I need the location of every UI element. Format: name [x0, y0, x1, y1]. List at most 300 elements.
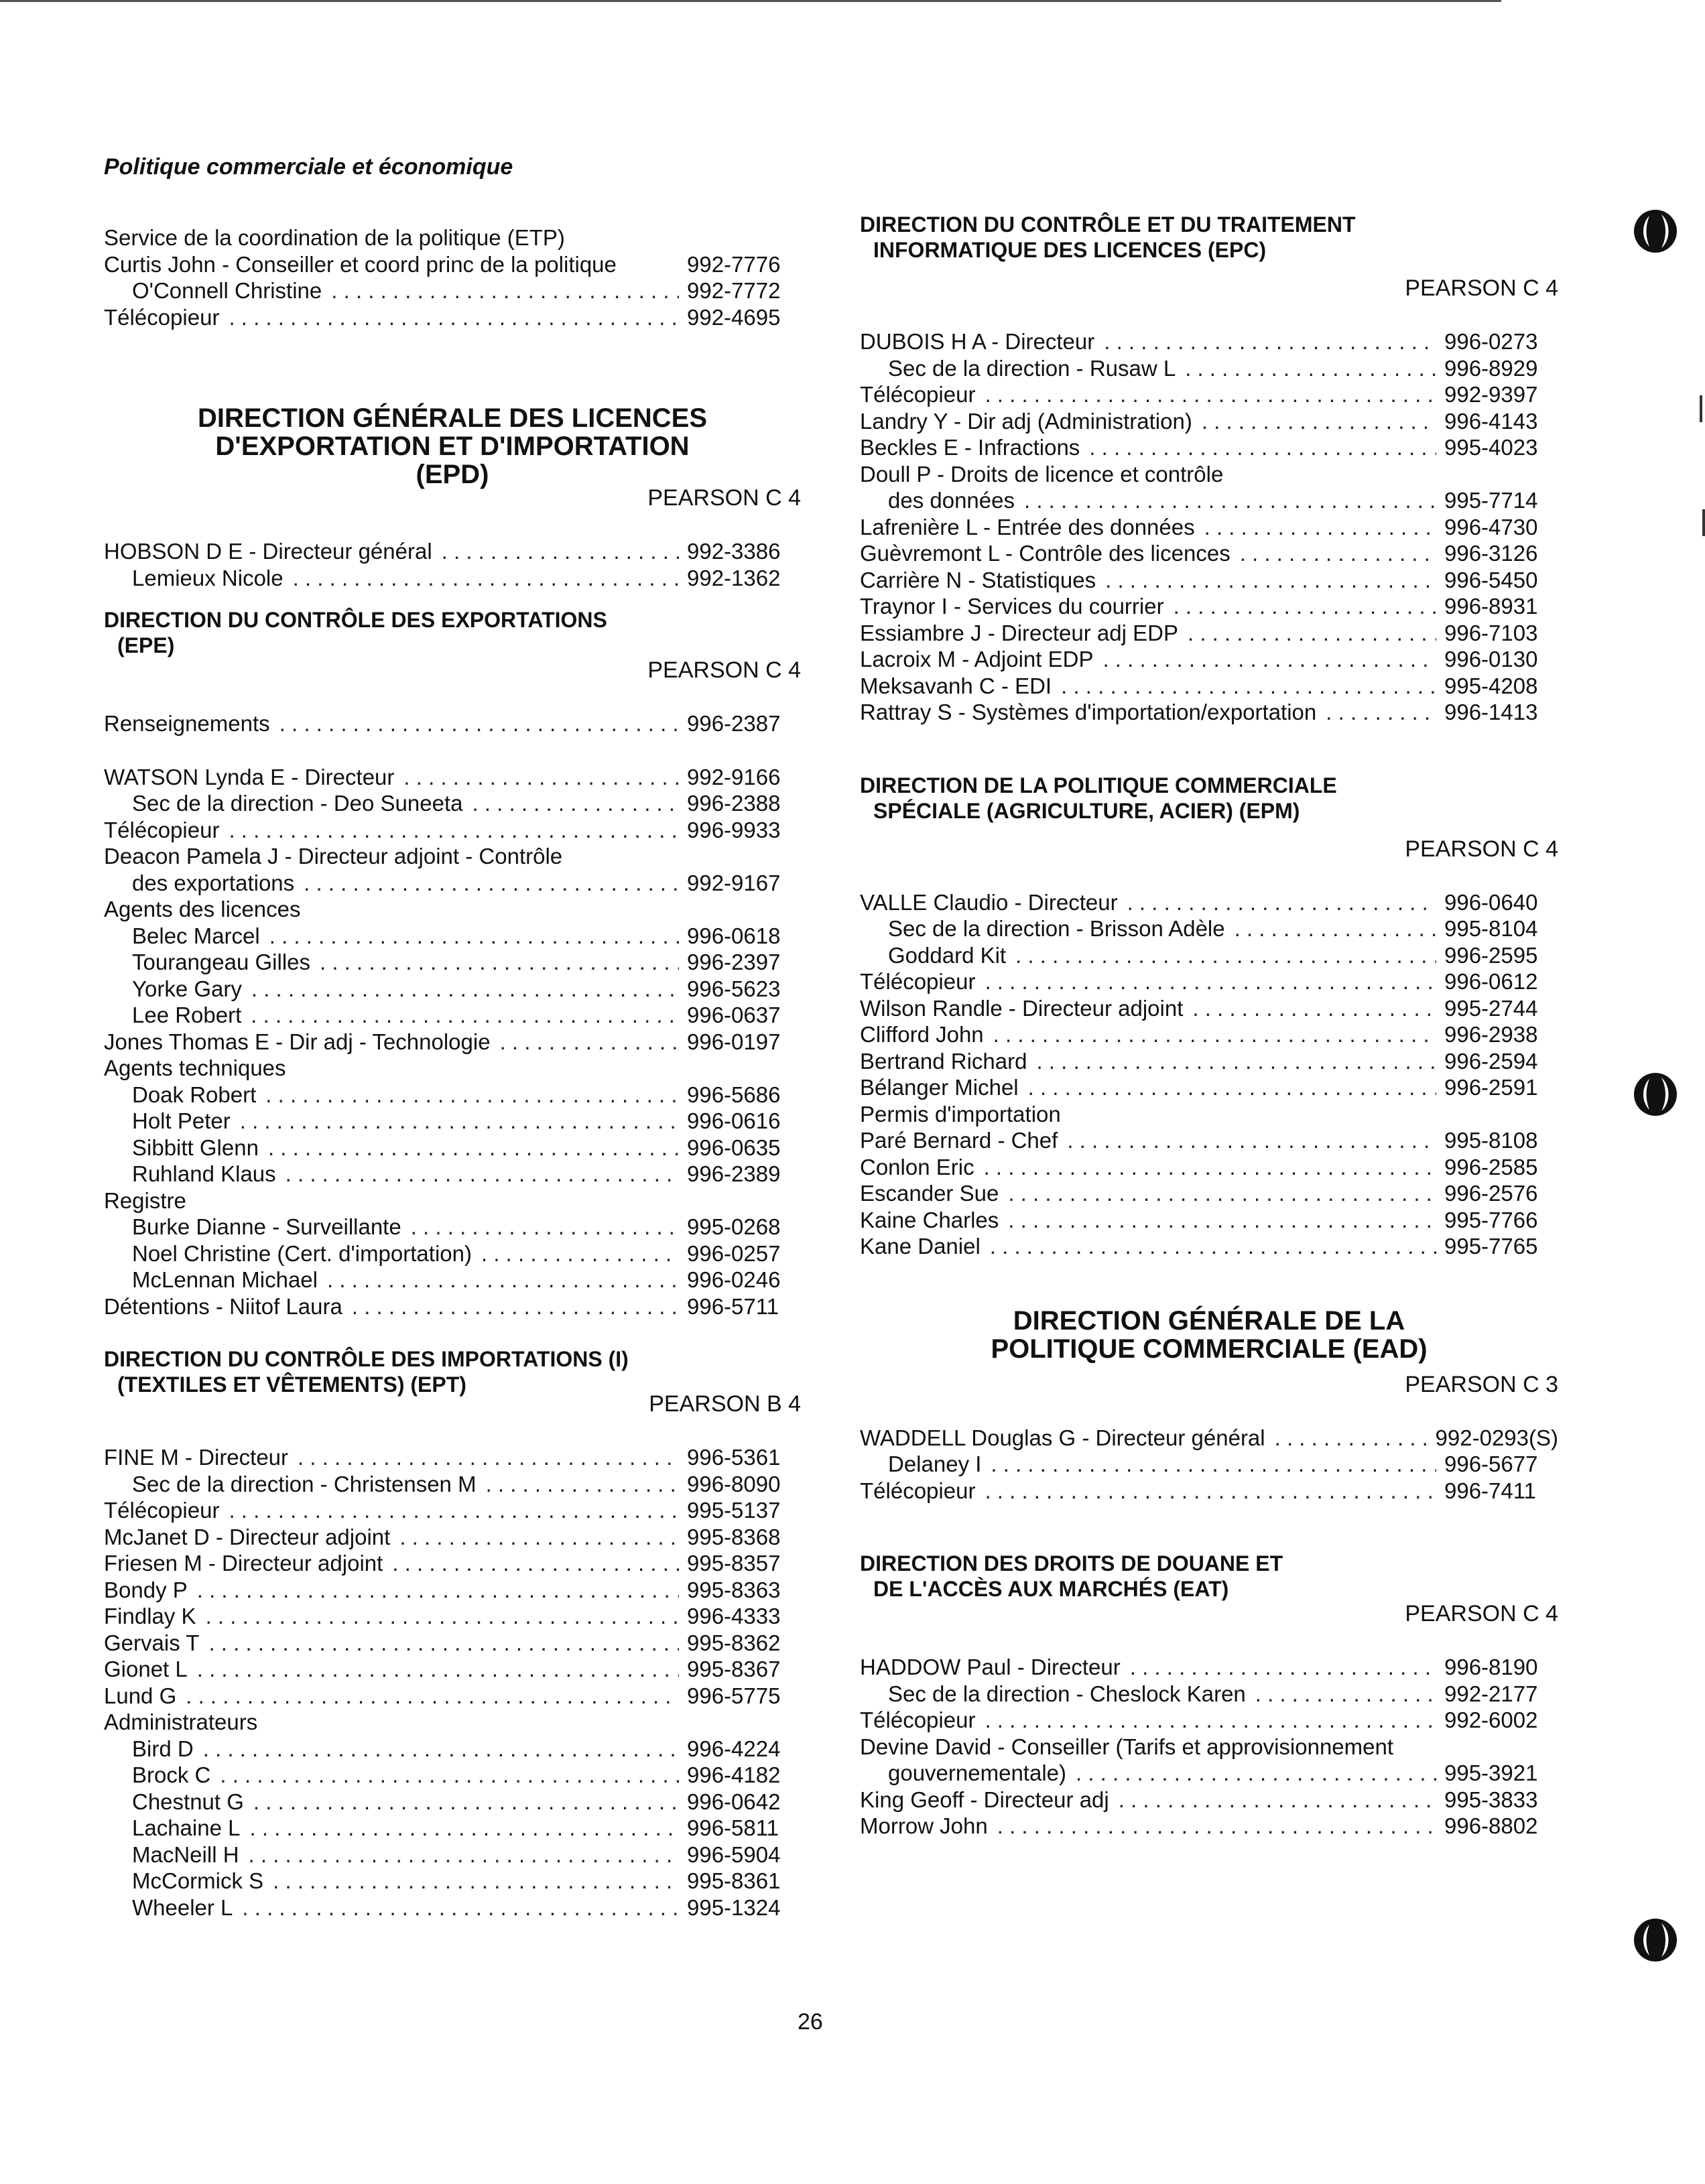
dot-leader — [203, 1736, 679, 1762]
entry-name: Permis d'importation — [860, 1101, 1061, 1127]
entry-name: Administrateurs — [104, 1710, 258, 1734]
epd-title-line-1: DIRECTION GÉNÉRALE DES LICENCES — [197, 403, 708, 433]
section-subtitle: Politique commerciale et économique — [104, 154, 513, 180]
list-item — [860, 1734, 1558, 1760]
entry-name: McCormick S — [132, 1868, 264, 1893]
entry-name: Chestnut G — [132, 1789, 244, 1814]
epc-title-line-2: INFORMATIQUE DES LICENCES (EPC) — [873, 238, 1267, 262]
entry-name: Jones Thomas E - Dir adj - Technologie — [104, 1029, 491, 1054]
entry-name: Sec de la direction - Cheslock Karen — [888, 1681, 1246, 1706]
entry-name: Registre — [104, 1187, 186, 1213]
dot-leader — [293, 565, 679, 592]
entry-phone: 996-0257 — [687, 1240, 781, 1266]
dot-leader — [206, 1603, 679, 1630]
entry-phone: 995-3833 — [1444, 1787, 1538, 1812]
epe-info-list — [104, 710, 801, 737]
entry-phone: 992-9167 — [687, 870, 781, 895]
epd-title-line-2: D'EXPORTATION ET D'IMPORTATION — [215, 432, 690, 461]
dot-leader — [985, 968, 1436, 995]
epm-location: PEARSON C 4 — [1405, 836, 1558, 862]
dot-leader — [186, 1683, 679, 1710]
entry-phone: 995-8108 — [1444, 1128, 1538, 1153]
entry-name: Tourangeau Gilles — [132, 950, 310, 974]
entry-phone: 996-2594 — [1444, 1048, 1538, 1074]
entry-phone: 996-0246 — [687, 1267, 781, 1292]
list-item — [104, 790, 801, 817]
list-item — [860, 1127, 1558, 1154]
epe-heading — [104, 607, 801, 684]
entry-phone: 996-0130 — [1444, 647, 1538, 671]
list-item — [860, 995, 1558, 1022]
entry-name: Doak Robert — [132, 1082, 257, 1107]
entry-phone: 996-5904 — [687, 1842, 781, 1867]
entry-name: Agents des licences — [104, 897, 301, 921]
epm-heading — [860, 773, 1558, 862]
list-item — [860, 1813, 1558, 1840]
epc-title-line-1: DIRECTION DU CONTRÔLE ET DU TRAITEMENT — [860, 212, 1356, 237]
entry-name: Friesen M - Directeur adjoint — [104, 1551, 383, 1576]
list-item — [860, 355, 1558, 382]
list-item — [860, 1787, 1558, 1813]
dot-leader — [265, 1082, 679, 1108]
dot-leader — [1076, 1760, 1436, 1787]
entry-name: Lafrenière L - Entrée des données — [860, 514, 1195, 539]
entry-phone: 996-0618 — [687, 923, 781, 948]
entry-name: WATSON Lynda E - Directeur — [104, 764, 395, 789]
entry-name: Morrow John — [860, 1813, 988, 1838]
entry-phone: 996-2595 — [1444, 942, 1538, 968]
entry-phone: 996-2388 — [687, 791, 781, 816]
entry-phone: 996-5686 — [687, 1082, 781, 1107]
dot-leader — [500, 1029, 679, 1055]
list-item — [104, 1161, 801, 1187]
entry-phone: 995-1324 — [687, 1894, 781, 1920]
list-item — [860, 968, 1558, 995]
entry-name: Télécopieur — [860, 1478, 976, 1503]
entry-phone: 995-8368 — [687, 1524, 781, 1549]
entry-name: Télécopieur — [860, 969, 976, 994]
dot-leader — [1008, 1180, 1436, 1207]
list-item — [104, 1842, 801, 1868]
entry-name: Détentions - Niitof Laura — [104, 1293, 342, 1319]
dot-leader — [1089, 434, 1436, 461]
entry-phone: 992-2177 — [1444, 1681, 1538, 1706]
entry-phone: 996-4143 — [1444, 408, 1538, 434]
entry-phone: 992-9397 — [1444, 382, 1538, 407]
dot-leader — [273, 1868, 679, 1894]
dot-leader — [331, 277, 679, 304]
entry-name: Sibbitt Glenn — [132, 1135, 259, 1160]
list-item — [104, 1577, 801, 1604]
entry-name: Doull P - Droits de licence et contrôle — [860, 461, 1224, 487]
entry-phone: 996-7103 — [1444, 620, 1538, 645]
list-item — [860, 1048, 1558, 1075]
dot-leader — [1127, 889, 1436, 916]
entry-phone: 996-8190 — [1444, 1655, 1538, 1679]
list-item — [860, 328, 1558, 355]
entry-name: Sec de la direction - Brisson Adèle — [888, 916, 1225, 941]
entry-name: HADDOW Paul - Directeur — [860, 1655, 1121, 1679]
dot-leader — [327, 1267, 679, 1293]
list-item — [104, 1135, 801, 1161]
ead-title-line-1: DIRECTION GÉNÉRALE DE LA — [1013, 1305, 1405, 1336]
list-item — [860, 540, 1558, 567]
entry-name: Rattray S - Systèmes d'importation/exportation — [860, 700, 1317, 724]
entry-name: Sec de la direction - Deo Suneeta — [132, 791, 463, 816]
entry-name: Télécopieur — [860, 382, 976, 407]
entry-phone: 996-0612 — [1444, 969, 1538, 994]
entry-phone: 995-5137 — [687, 1498, 781, 1523]
dot-leader — [442, 538, 679, 565]
entry-name: Ruhland Klaus — [132, 1161, 276, 1186]
entry-name: Clifford John — [860, 1022, 984, 1047]
eat-list — [860, 1654, 1558, 1840]
entry-name: Conlon Eric — [860, 1154, 974, 1179]
list-item — [860, 1681, 1558, 1708]
entry-phone: 995-8363 — [687, 1577, 781, 1602]
list-item — [104, 1762, 801, 1789]
entry-phone: 996-2387 — [687, 711, 781, 736]
entry-name: des exportations — [132, 870, 295, 895]
dot-leader — [197, 1577, 679, 1604]
list-item — [104, 1868, 801, 1894]
eat-location: PEARSON C 4 — [1405, 1601, 1558, 1626]
list-item — [104, 1894, 801, 1921]
epd-location: PEARSON C 4 — [647, 485, 801, 511]
dot-leader — [984, 1154, 1436, 1181]
entry-phone: 995-3921 — [1444, 1760, 1538, 1785]
list-item — [104, 1444, 801, 1471]
dot-leader — [249, 1815, 679, 1842]
dot-leader — [1326, 699, 1436, 726]
entry-phone: 995-0268 — [687, 1214, 781, 1239]
entry-name: Paré Bernard - Chef — [860, 1128, 1058, 1153]
entry-phone: 996-5811 — [687, 1815, 779, 1840]
list-item — [860, 1654, 1558, 1681]
list-item — [104, 896, 801, 923]
list-item — [104, 1055, 801, 1082]
list-item — [860, 1074, 1558, 1101]
dot-leader — [985, 1478, 1436, 1504]
dot-leader — [1275, 1425, 1428, 1452]
entry-phone: 995-8362 — [687, 1630, 781, 1655]
epe-list — [104, 764, 801, 1320]
list-item — [860, 1233, 1558, 1260]
list-item — [860, 673, 1558, 700]
entry-name: Lacroix M - Adjoint EDP — [860, 647, 1094, 671]
list-item — [104, 1709, 801, 1736]
list-item — [104, 277, 801, 304]
dot-leader — [1188, 620, 1436, 647]
list-item — [104, 251, 801, 278]
list-item — [860, 1021, 1558, 1048]
ept-location: PEARSON B 4 — [649, 1391, 801, 1417]
epe-title-line-2: (EPE) — [117, 633, 175, 657]
punch-hole-icon — [1632, 1071, 1679, 1118]
edge-mark — [1700, 395, 1702, 422]
list-item — [860, 942, 1558, 969]
epe-location: PEARSON C 4 — [647, 657, 801, 683]
dot-leader — [990, 1233, 1436, 1260]
entry-name: Devine David - Conseiller (Tarifs et approvisionnement — [860, 1734, 1394, 1759]
epe-title-line-1: DIRECTION DU CONTRÔLE DES EXPORTATIONS — [104, 608, 607, 632]
dot-leader — [1192, 995, 1436, 1022]
list-item — [860, 1451, 1558, 1478]
entry-name: Lemieux Nicole — [132, 565, 283, 590]
list-item — [104, 565, 801, 592]
dot-leader — [486, 1471, 679, 1498]
entry-phone: 995-4023 — [1444, 435, 1538, 460]
entry-phone: 996-5677 — [1444, 1452, 1538, 1476]
list-item — [104, 1240, 801, 1267]
dot-leader — [251, 1002, 679, 1029]
list-item — [860, 1207, 1558, 1234]
entry-name: Guèvremont L - Contrôle des licences — [860, 541, 1230, 566]
list-item — [860, 620, 1558, 647]
entry-name: Télécopieur — [104, 304, 220, 330]
dot-leader — [220, 1762, 679, 1789]
ead-title-line-2: POLITIQUE COMMERCIALE (EAD) — [991, 1334, 1428, 1364]
entry-name: Lachaine L — [132, 1815, 241, 1840]
entry-name: Noel Christine (Cert. d'importation) — [132, 1240, 472, 1266]
list-item — [104, 949, 801, 976]
ead-heading — [860, 1307, 1558, 1398]
dot-leader — [1061, 673, 1436, 700]
list-item — [104, 304, 801, 331]
dot-leader — [1119, 1787, 1436, 1813]
entry-name: Carrière N - Statistiques — [860, 567, 1096, 592]
entry-phone: 995-8104 — [1444, 916, 1538, 941]
dot-leader — [352, 1293, 679, 1320]
entry-name: HOBSON D E - Directeur général — [104, 539, 432, 564]
list-item — [860, 1101, 1558, 1128]
list-item — [104, 764, 801, 791]
entry-phone: 992-3386 — [687, 539, 781, 564]
entry-name: Landry Y - Dir adj (Administration) — [860, 408, 1192, 434]
list-item — [860, 514, 1558, 541]
dot-leader — [268, 1135, 679, 1161]
entry-name: Gionet L — [104, 1657, 188, 1681]
epd-list — [104, 538, 801, 591]
entry-phone: 995-2744 — [1444, 995, 1538, 1021]
dot-leader — [985, 381, 1436, 408]
list-item — [860, 1180, 1558, 1207]
list-item — [860, 567, 1558, 594]
dot-leader — [208, 1630, 679, 1657]
entry-phone: 996-2938 — [1444, 1022, 1538, 1047]
epd-title-line-3: (EPD) — [416, 460, 489, 489]
dot-leader — [1104, 328, 1436, 355]
dot-leader — [1185, 355, 1436, 382]
entry-phone: 996-0273 — [1444, 329, 1538, 354]
dot-leader — [392, 1550, 679, 1577]
list-item — [104, 1524, 801, 1551]
list-item — [860, 889, 1558, 916]
list-item — [860, 408, 1558, 435]
entry-name: Télécopieur — [104, 1498, 220, 1523]
epc-list — [860, 328, 1558, 726]
punch-hole-icon — [1632, 208, 1679, 255]
list-item — [104, 1029, 801, 1055]
entry-name: VALLE Claudio - Directeur — [860, 889, 1118, 915]
entry-name: Beckles E - Infractions — [860, 435, 1080, 460]
entry-phone: 996-4224 — [687, 1736, 781, 1761]
dot-leader — [1130, 1654, 1436, 1681]
list-item — [104, 1497, 801, 1524]
entry-name: Burke Dianne - Surveillante — [132, 1214, 401, 1239]
entry-name: King Geoff - Directeur adj — [860, 1787, 1109, 1812]
list-item — [860, 1760, 1558, 1787]
list-item — [104, 1815, 801, 1842]
list-item — [860, 1707, 1558, 1734]
entry-name: Curtis John - Conseiller et coord princ de la politique — [104, 251, 617, 277]
etp-list — [104, 224, 801, 330]
list-item — [860, 487, 1558, 514]
entry-phone: 992-7772 — [687, 278, 781, 303]
dot-leader — [481, 1240, 679, 1267]
epm-title-line-1: DIRECTION DE LA POLITIQUE COMMERCIALE — [860, 773, 1337, 797]
entry-phone: 996-2389 — [687, 1161, 781, 1186]
entry-phone: 996-5711 — [687, 1293, 779, 1319]
list-item — [104, 1683, 801, 1710]
entry-name: Belec Marcel — [132, 923, 260, 948]
epm-list — [860, 889, 1558, 1260]
entry-name: Bondy P — [104, 1577, 188, 1602]
entry-name: Sec de la direction - Rusaw L — [888, 355, 1176, 381]
dot-leader — [411, 1214, 679, 1240]
ead-location: PEARSON C 3 — [1405, 1371, 1558, 1397]
list-item — [860, 699, 1558, 726]
page-number: 26 — [798, 2009, 823, 2035]
entry-name: McLennan Michael — [132, 1267, 318, 1292]
right-column — [860, 212, 1558, 1840]
entry-phone: 992-1362 — [687, 565, 781, 590]
list-item — [104, 976, 801, 1003]
top-rule — [0, 0, 1501, 2]
dot-leader — [1024, 487, 1436, 514]
entry-phone: 996-8931 — [1444, 594, 1538, 619]
dot-leader — [1174, 593, 1436, 620]
dot-leader — [985, 1707, 1436, 1734]
eat-heading — [860, 1551, 1558, 1627]
dot-leader — [1028, 1074, 1436, 1101]
entry-name: Essiambre J - Directeur adj EDP — [860, 620, 1178, 645]
list-item — [104, 1187, 801, 1214]
entry-name: Brock C — [132, 1762, 211, 1787]
entry-phone: 996-0616 — [687, 1108, 781, 1133]
dot-leader — [472, 790, 679, 817]
ept-title-line-2: (TEXTILES ET VÊTEMENTS) (EPT) — [117, 1372, 466, 1397]
list-item — [104, 870, 801, 897]
entry-phone: 996-8929 — [1444, 355, 1538, 381]
entry-phone: 996-4333 — [687, 1604, 781, 1628]
entry-name: Lee Robert — [132, 1003, 242, 1027]
list-item — [860, 1478, 1558, 1504]
dot-leader — [320, 949, 679, 976]
entry-name: Agents techniques — [104, 1055, 286, 1080]
entry-name: Service de la coordination de la politique (ETP) — [104, 225, 565, 250]
dot-leader — [298, 1444, 679, 1471]
eat-title-line-2: DE L'ACCÈS AUX MARCHÉS (EAT) — [873, 1577, 1229, 1601]
entry-phone: 996-0640 — [1444, 889, 1538, 915]
entry-name: Yorke Gary — [132, 976, 242, 1001]
list-item — [860, 434, 1558, 461]
entry-name: Escander Sue — [860, 1181, 999, 1206]
entry-name: Holt Peter — [132, 1108, 231, 1133]
list-item — [104, 224, 801, 251]
entry-phone: 996-5623 — [687, 976, 781, 1001]
entry-phone: 995-7766 — [1444, 1207, 1538, 1232]
list-item — [104, 1789, 801, 1815]
list-item — [860, 1154, 1558, 1181]
entry-phone: 996-1413 — [1444, 700, 1538, 724]
dot-leader — [1255, 1681, 1436, 1708]
list-item — [104, 1603, 801, 1630]
dot-leader — [242, 1894, 679, 1921]
punch-hole-icon — [1632, 1917, 1679, 1964]
entry-phone: 995-8361 — [687, 1868, 781, 1893]
entry-phone: 992-6002 — [1444, 1708, 1538, 1732]
entry-name: MacNeill H — [132, 1842, 239, 1867]
list-item — [104, 817, 801, 844]
list-item — [860, 593, 1558, 620]
list-item — [104, 1267, 801, 1293]
dot-leader — [249, 1842, 679, 1868]
entry-phone: 996-4182 — [687, 1762, 781, 1787]
entry-phone: 996-3126 — [1444, 541, 1538, 566]
entry-phone: 996-9933 — [687, 817, 781, 842]
entry-name: gouvernementale) — [888, 1760, 1066, 1785]
entry-phone: 992-4695 — [687, 304, 781, 330]
dot-leader — [1235, 915, 1436, 942]
list-item — [860, 381, 1558, 408]
dot-leader — [1240, 540, 1436, 567]
entry-phone: 996-5775 — [687, 1683, 781, 1708]
entry-name: Wheeler L — [132, 1894, 233, 1920]
list-item — [104, 1550, 801, 1577]
dot-leader — [229, 1497, 679, 1524]
list-item — [104, 1656, 801, 1683]
dot-leader — [286, 1161, 679, 1187]
epd-heading — [104, 404, 801, 511]
entry-phone: 995-8357 — [687, 1551, 781, 1576]
list-item — [104, 1002, 801, 1029]
entry-phone: 992-0293(S) — [1435, 1425, 1558, 1450]
entry-name: Meksavanh C - EDI — [860, 673, 1052, 698]
entry-name: Wilson Randle - Directeur adjoint — [860, 995, 1184, 1021]
dot-leader — [1202, 408, 1436, 435]
entry-name: Sec de la direction - Christensen M — [132, 1471, 477, 1496]
entry-phone: 996-5450 — [1444, 567, 1538, 592]
epc-heading — [860, 212, 1558, 302]
entry-name: WADDELL Douglas G - Directeur général — [860, 1425, 1265, 1450]
epc-location: PEARSON C 4 — [1405, 275, 1558, 301]
dot-leader — [1102, 646, 1436, 673]
entry-name: Findlay K — [104, 1604, 196, 1628]
dot-leader — [1008, 1207, 1436, 1234]
entry-phone: 996-0642 — [687, 1789, 781, 1814]
dot-leader — [1105, 567, 1436, 594]
eat-title-line-1: DIRECTION DES DROITS DE DOUANE ET — [860, 1551, 1283, 1576]
entry-phone: 996-2576 — [1444, 1181, 1538, 1206]
entry-name: Télécopieur — [860, 1708, 976, 1732]
entry-name: Delaney I — [888, 1452, 982, 1476]
entry-phone: 995-8367 — [687, 1657, 781, 1681]
entry-phone: 996-4730 — [1444, 514, 1538, 539]
dot-leader — [269, 923, 679, 950]
entry-name: des données — [888, 488, 1015, 513]
list-item — [104, 1214, 801, 1240]
